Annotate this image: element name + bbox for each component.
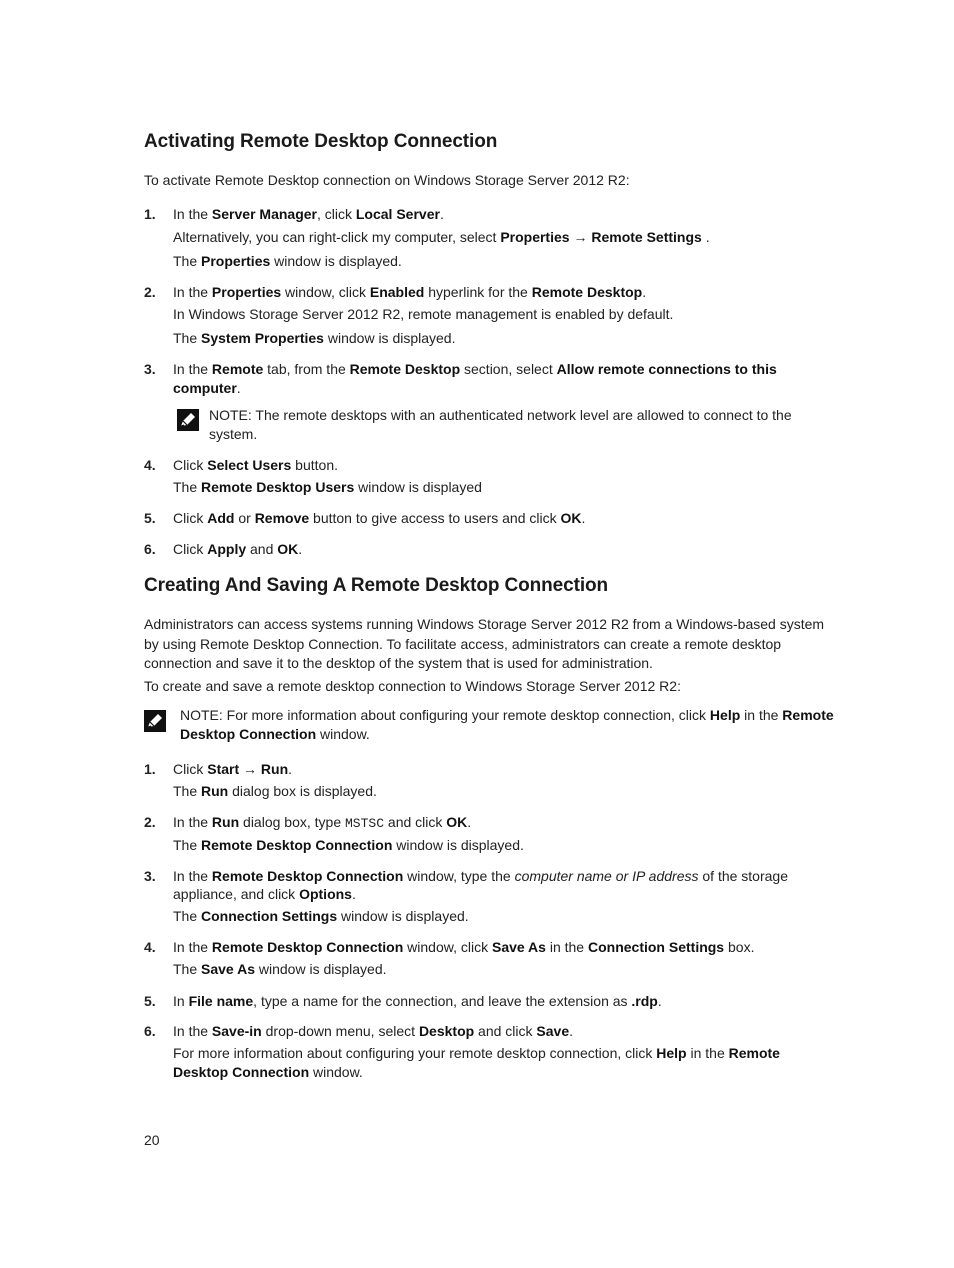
note-text: NOTE: For more information about configuring your remote desktop connection, click Help in the Remote Desktop Connection window. [180,707,834,742]
step-number: 3. [144,868,156,884]
page-number: 20 [144,1132,160,1148]
step-result: The Connection Settings window is displayed. [173,908,469,924]
step-detail: For more information about configuring your remote desktop connection, click Help in the Remote Desktop Connection window. [173,1045,780,1080]
step-number: 2. [144,814,156,830]
step-result: The Save As window is displayed. [173,961,387,977]
command-code: MSTSC [345,816,385,831]
step-text: In the Remote tab, from the Remote Desktop section, select Allow remote connections to this computer. [173,361,777,396]
step-number: 2. [144,284,156,300]
step-text: In the Server Manager, click Local Server. [173,206,444,222]
step-text: In the Remote Desktop Connection window, click Save As in the Connection Settings box. [173,939,755,955]
step-text: In the Run dialog box, type MSTSC and click OK. [173,814,472,831]
step-result: The Remote Desktop Connection window is displayed. [173,837,524,853]
step-number: 5. [144,510,156,526]
pencil-note-icon [177,409,199,429]
step-number: 1. [144,761,156,777]
step-result: The System Properties window is displayed. [173,330,456,346]
step-text: In File name, type a name for the connection, and leave the extension as .rdp. [173,993,662,1009]
step-text: Click Select Users button. [173,457,338,473]
step-result: The Properties window is displayed. [173,253,402,269]
step-number: 5. [144,993,156,1009]
step-number: 6. [144,1023,156,1039]
step-number: 1. [144,206,156,222]
note-text: NOTE: The remote desktops with an authenticated network level are allowed to connect to the system. [209,407,792,442]
section-heading-creating: Creating And Saving A Remote Desktop Connection [144,575,609,596]
step-detail: Alternatively, you can right-click my computer, select Properties → Remote Settings . [173,229,710,245]
section-intro: Administrators can access systems running Windows Storage Server 2012 R2 from a Windows-based system by using Remote Desktop Connection. To facilitate access, administrators can create a remote desktop connection and save it to the desktop of the system that is used for administration. [144,616,825,671]
step-detail: In Windows Storage Server 2012 R2, remote management is enabled by default. [173,306,674,322]
pencil-note-icon [144,710,166,730]
step-number: 6. [144,541,156,557]
step-result: The Remote Desktop Users window is displayed [173,479,482,495]
step-text: Click Start → Run. [173,761,293,777]
step-number: 4. [144,939,156,955]
section-heading-activating: Activating Remote Desktop Connection [144,131,498,152]
section-intro: To activate Remote Desktop connection on Windows Storage Server 2012 R2: [144,172,630,188]
step-text: Click Add or Remove button to give access to users and click OK. [173,510,586,526]
section-intro-2: To create and save a remote desktop connection to Windows Storage Server 2012 R2: [144,678,681,694]
step-text: Click Apply and OK. [173,541,303,557]
step-number: 4. [144,457,156,473]
step-text: In the Remote Desktop Connection window, type the computer name or IP address of the storage appliance, and click Options. [173,868,788,902]
step-result: The Run dialog box is displayed. [173,783,377,799]
step-text: In the Properties window, click Enabled hyperlink for the Remote Desktop. [173,284,647,300]
step-number: 3. [144,361,156,377]
step-text: In the Save-in drop-down menu, select Desktop and click Save. [173,1023,574,1039]
